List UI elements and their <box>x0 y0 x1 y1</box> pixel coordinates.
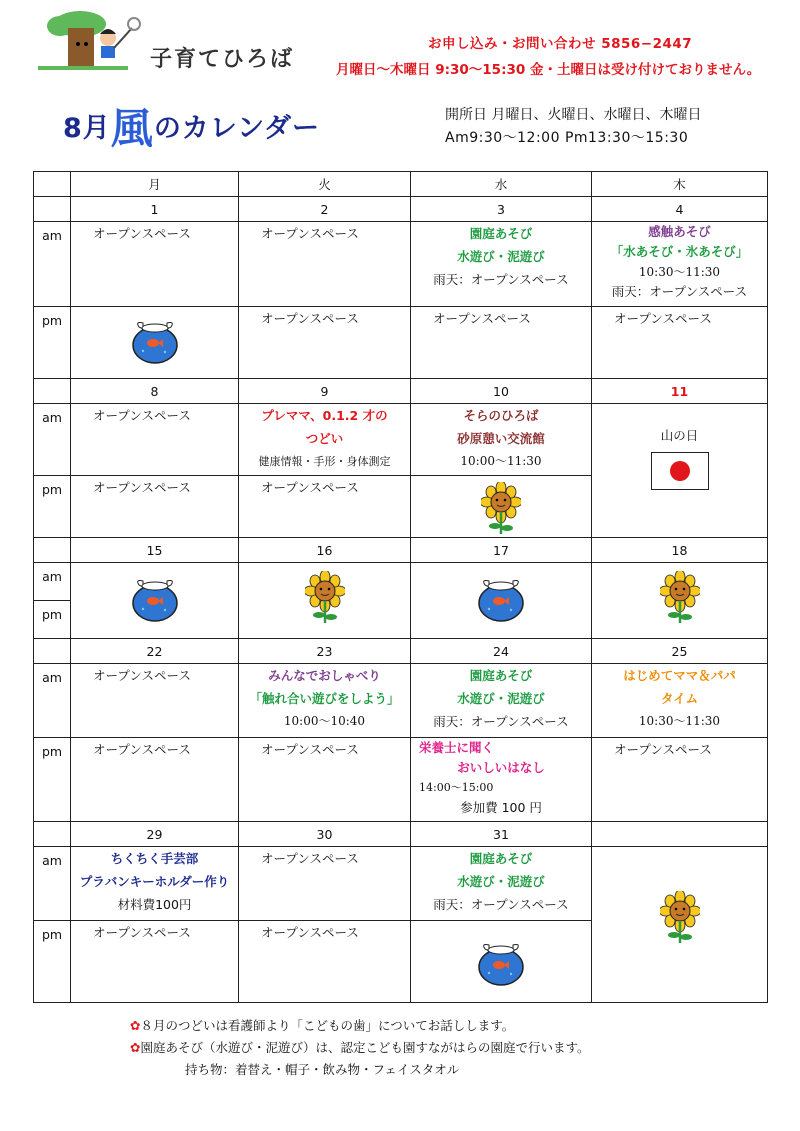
am-label: am <box>34 664 71 738</box>
event-time: 10:30〜11:30 <box>638 265 721 279</box>
event-text: オープンスペース <box>261 851 359 866</box>
notes <box>130 1015 590 1081</box>
date-29: 29 <box>71 822 239 847</box>
note-2: ✿園庭あそび（水遊び・泥遊び）は、認定こども園すながはらの園庭で行います。 <box>130 1040 590 1055</box>
event-subtitle: 水遊び・泥遊び <box>457 691 545 706</box>
event-time: 10:00〜11:30 <box>460 454 542 468</box>
goldfish-bowl-icon <box>477 577 525 623</box>
event-title: 園庭あそび <box>469 668 533 683</box>
sunflower-icon <box>660 891 700 945</box>
event-text: オープンスペース <box>93 480 191 495</box>
pm-label: pm <box>34 601 71 639</box>
date-10: 10 <box>411 379 592 404</box>
event-title: ちくちく手芸部 <box>110 851 199 866</box>
pm-label: pm <box>34 476 71 538</box>
am-label: am <box>34 847 71 921</box>
calendar-title: 8月風のカレンダー <box>63 104 321 153</box>
event-fee: 材料費100円 <box>117 897 192 912</box>
flower-bullet-icon: ✿ <box>130 1018 141 1033</box>
hours-note: 月曜日〜木曜日 9:30〜15:30 金・土曜日は受け付けておりません。 <box>336 62 761 78</box>
date-empty <box>592 822 768 847</box>
holiday-name: 山の日 <box>660 428 699 443</box>
event-time: 10:30〜11:30 <box>638 714 721 728</box>
date-2: 2 <box>239 197 411 222</box>
date-17: 17 <box>411 538 592 563</box>
sunflower-icon <box>305 571 345 625</box>
page-title: 子育てひろば <box>150 47 295 72</box>
event-text: オープンスペース <box>93 925 191 940</box>
japan-flag-icon <box>651 452 709 490</box>
am-label: am <box>34 563 71 601</box>
event-title: 園庭あそび <box>469 851 533 866</box>
date-11-holiday: 11 <box>592 379 768 404</box>
event-time: 10:00〜10:40 <box>283 714 366 728</box>
corner-cell <box>34 172 71 197</box>
tree-and-child-illustration <box>28 6 143 76</box>
event-subtitle: 水遊び・泥遊び <box>457 249 545 264</box>
date-15: 15 <box>71 538 239 563</box>
event-text: オープンスペース <box>614 742 712 757</box>
date-31: 31 <box>411 822 592 847</box>
weekday-wed: 水 <box>411 172 592 197</box>
event-title-2: つどい <box>305 431 344 446</box>
event-subtitle: 「水あそび・氷あそび」 <box>610 244 749 259</box>
event-text: オープンスペース <box>261 480 359 495</box>
event-title: 園庭あそび <box>469 226 533 241</box>
pm-label: pm <box>34 738 71 822</box>
date-1: 1 <box>71 197 239 222</box>
date-23: 23 <box>239 639 411 664</box>
event-text: オープンスペース <box>433 311 531 326</box>
event-text: オープンスペース <box>93 226 191 241</box>
event-rain-note: 雨天：オープンスペース <box>433 272 569 287</box>
sunflower-icon <box>660 571 700 625</box>
date-8: 8 <box>71 379 239 404</box>
open-hours: Am9:30〜12:00 Pm13:30〜15:30 <box>445 130 689 146</box>
date-3: 3 <box>411 197 592 222</box>
event-subtitle: おいしいはなし <box>457 760 545 775</box>
date-16: 16 <box>239 538 411 563</box>
event-subtitle: プラバンキーホルダー作り <box>79 874 230 889</box>
open-days: 開所日 月曜日、火曜日、水曜日、木曜日 <box>445 107 702 123</box>
event-title: みんなでおしゃべり <box>268 668 381 683</box>
date-25: 25 <box>592 639 768 664</box>
event-rain-note: 雨天：オープンスペース <box>611 284 748 299</box>
goldfish-bowl-icon <box>477 941 525 987</box>
event-subtitle: 水遊び・泥遊び <box>457 874 545 889</box>
event-text: オープンスペース <box>261 226 359 241</box>
event-text: オープンスペース <box>261 311 359 326</box>
calendar-table <box>33 171 768 1003</box>
goldfish-bowl-icon <box>131 319 179 365</box>
pm-label: pm <box>34 307 71 379</box>
date-4: 4 <box>592 197 768 222</box>
event-text: オープンスペース <box>261 925 359 940</box>
event-title-2: タイム <box>660 691 699 706</box>
note-1: ✿８月のつどいは看護師より「こどもの歯」についてお話しします。 <box>130 1018 515 1033</box>
sunflower-icon <box>481 482 521 536</box>
event-title: プレママ、0.1.2 才の <box>261 408 388 423</box>
flower-bullet-icon: ✿ <box>130 1040 141 1055</box>
am-label: am <box>34 404 71 476</box>
event-title: 栄養士に聞く <box>419 740 495 755</box>
event-time: 14:00〜15:00 <box>419 781 494 794</box>
event-text: オープンスペース <box>93 668 191 683</box>
event-fee: 参加費 100 円 <box>460 800 542 815</box>
pm-label: pm <box>34 921 71 1003</box>
weekday-mon: 月 <box>71 172 239 197</box>
date-18: 18 <box>592 538 768 563</box>
date-24: 24 <box>411 639 592 664</box>
event-location: 砂原憩い交流館 <box>457 431 545 446</box>
note-3: 持ち物：着替え・帽子・飲み物・フェイスタオル <box>185 1062 460 1077</box>
event-detail: 健康情報・手形・身体測定 <box>258 455 391 468</box>
am-label: am <box>34 222 71 307</box>
weekday-tue: 火 <box>239 172 411 197</box>
event-text: オープンスペース <box>93 408 191 423</box>
contact-info: お申し込み・お問い合わせ 5856−2447 <box>428 36 693 52</box>
event-subtitle: 「触れ合い遊びをしよう」 <box>249 691 400 706</box>
event-text: オープンスペース <box>93 742 191 757</box>
event-title: そらのひろば <box>463 408 539 423</box>
goldfish-bowl-icon <box>131 577 179 623</box>
date-9: 9 <box>239 379 411 404</box>
event-text: オープンスペース <box>261 742 359 757</box>
event-title: 感触あそび <box>648 224 711 239</box>
event-text: オープンスペース <box>614 311 712 326</box>
event-rain-note: 雨天：オープンスペース <box>433 897 569 912</box>
event-rain-note: 雨天：オープンスペース <box>433 714 569 729</box>
event-title: はじめてママ＆パパ <box>623 668 736 683</box>
date-22: 22 <box>71 639 239 664</box>
date-30: 30 <box>239 822 411 847</box>
weekday-thu: 木 <box>592 172 768 197</box>
